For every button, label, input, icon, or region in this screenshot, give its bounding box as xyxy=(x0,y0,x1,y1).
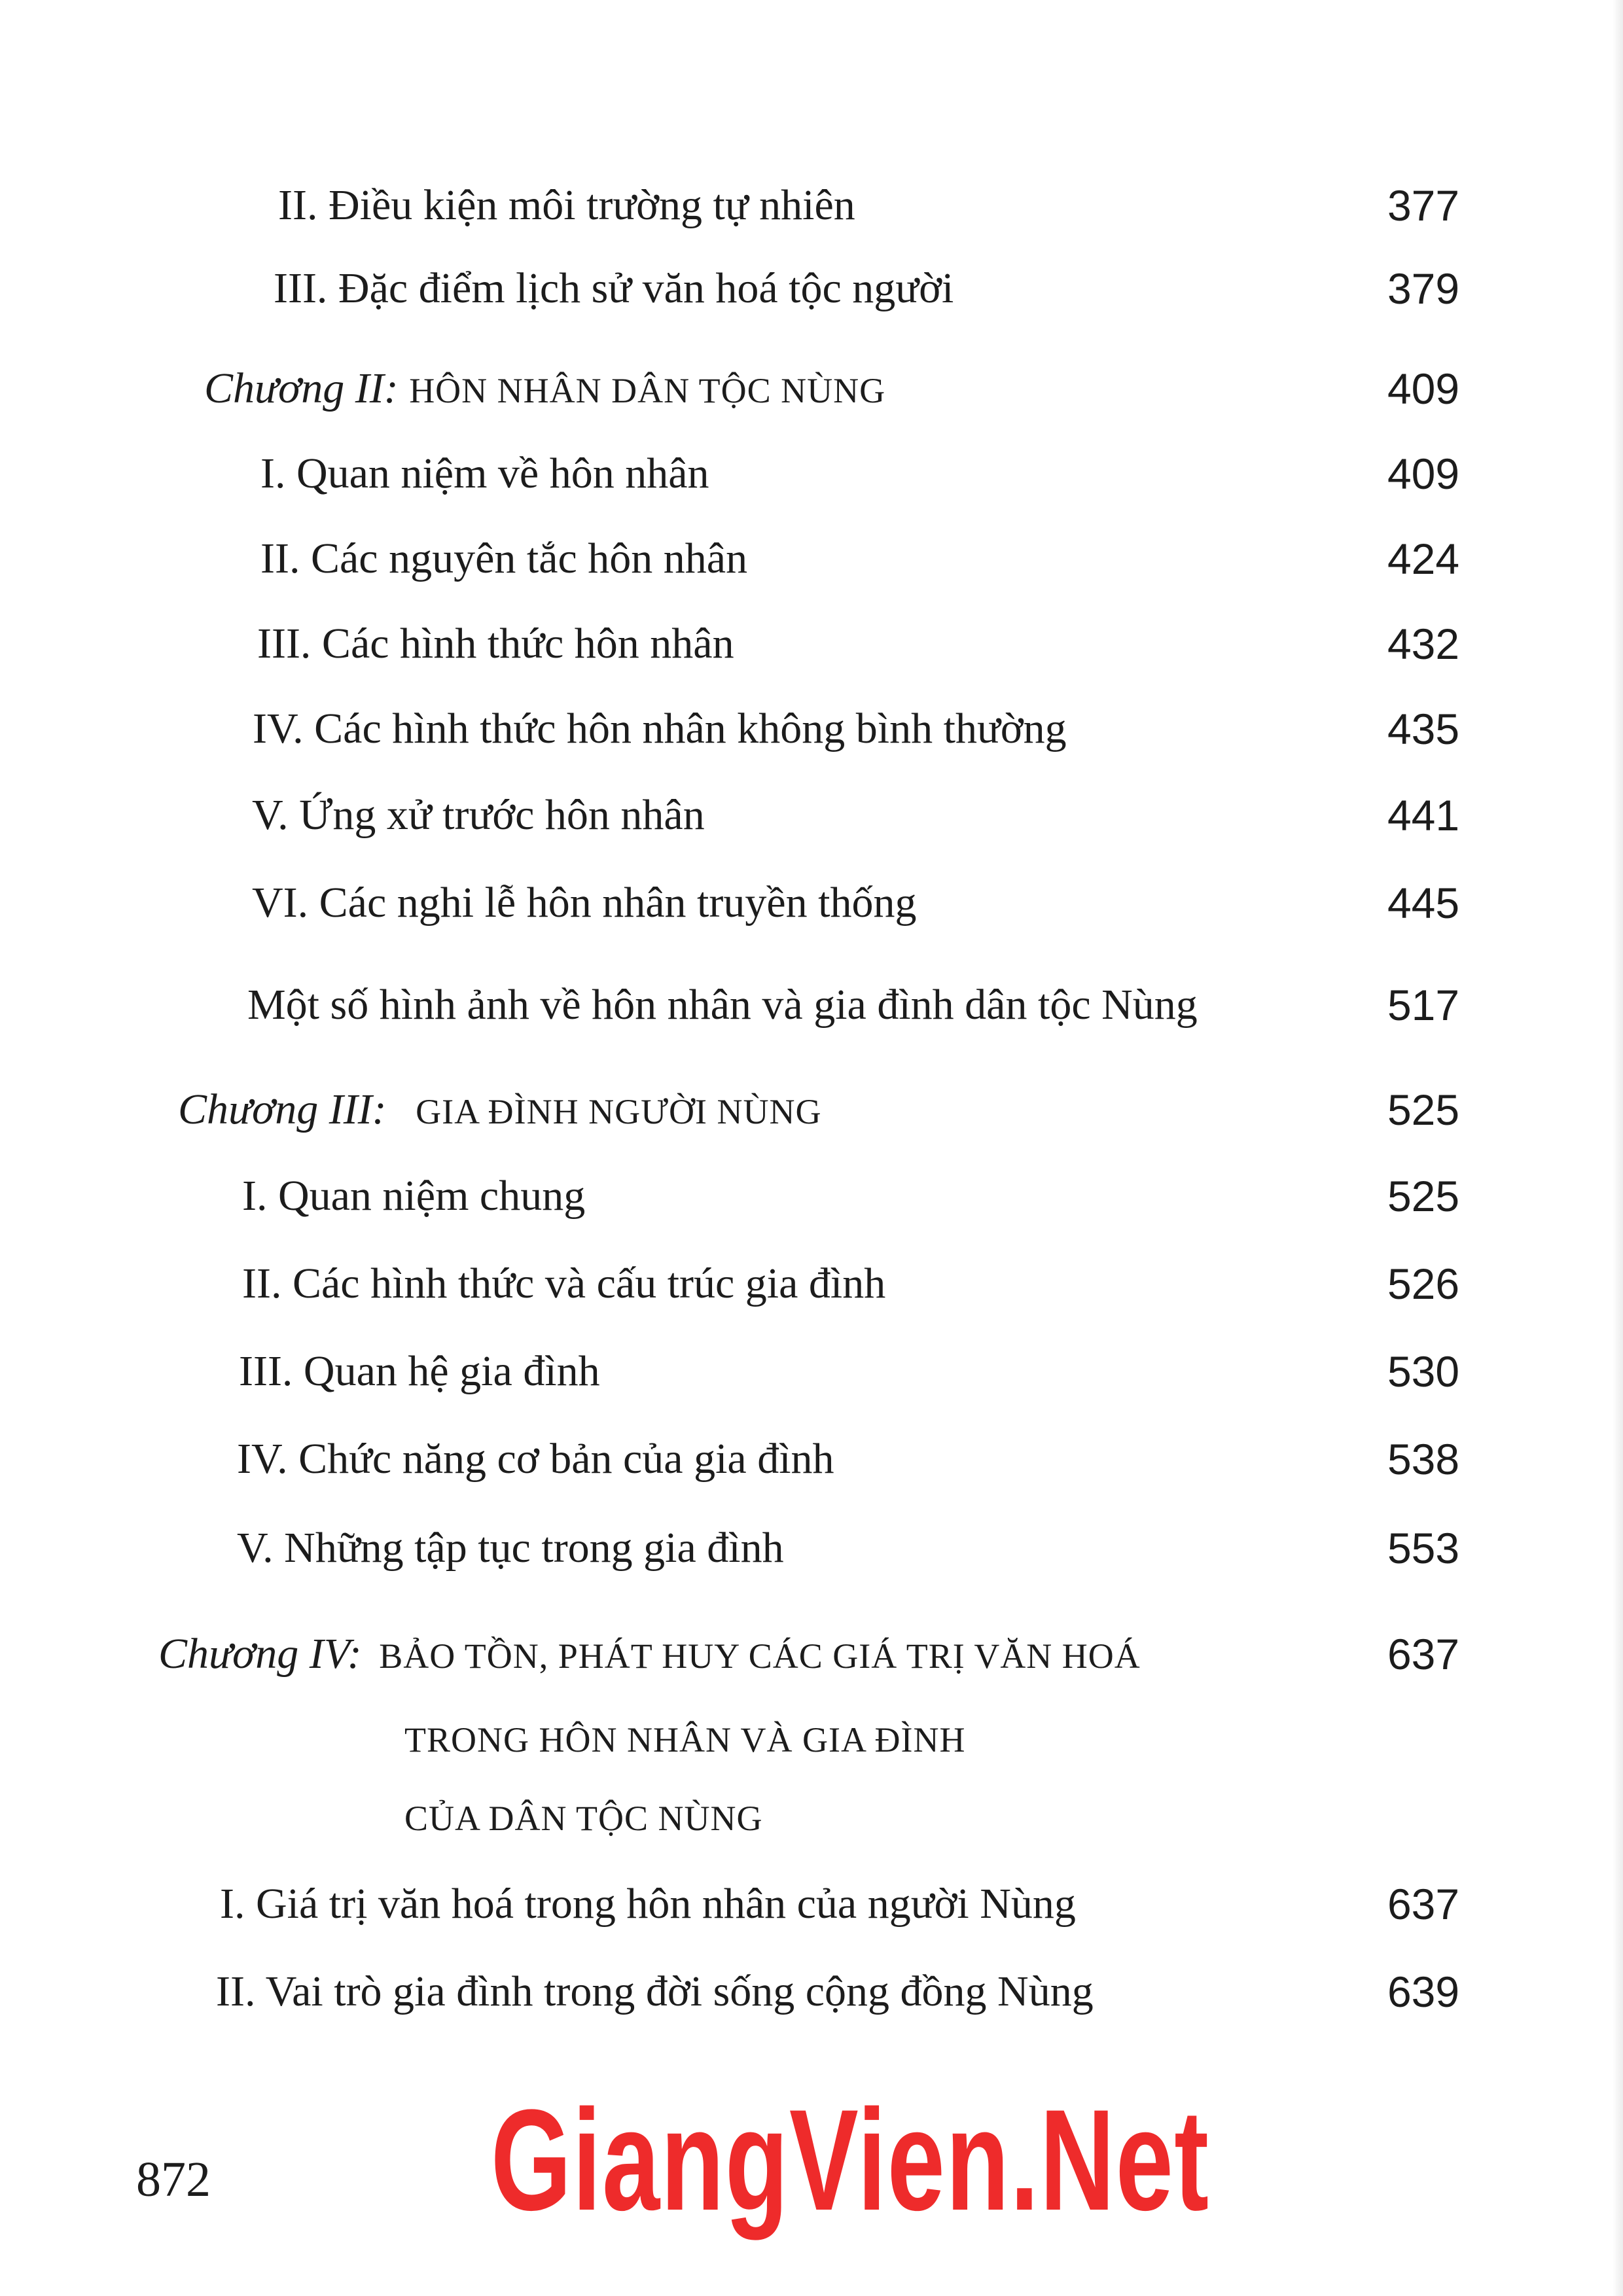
toc-entry-label: Một số hình ảnh về hôn nhân và gia đình dân tộc Nùng xyxy=(247,981,1198,1029)
chapter-prefix: Chương IV: xyxy=(158,1630,362,1678)
toc-entry-page: 409 xyxy=(1387,364,1460,413)
toc-entry-page: 424 xyxy=(1387,535,1460,583)
toc-entry-page: 525 xyxy=(1387,1086,1460,1134)
toc-entry-page: 637 xyxy=(1387,1880,1460,1928)
toc-entry-page: 409 xyxy=(1387,450,1460,498)
toc-entry-label: III. Đặc điểm lịch sử văn hoá tộc người xyxy=(274,264,954,312)
toc-chapter-heading xyxy=(0,364,1623,436)
toc-entry-label: IV. Chức năng cơ bản của gia đình xyxy=(237,1435,834,1483)
chapter-heading xyxy=(178,1085,822,1135)
chapter-title-continuation: TRONG HÔN NHÂN VÀ GIA ĐÌNH xyxy=(404,1720,966,1759)
toc-entry xyxy=(0,704,1623,776)
toc-entry xyxy=(0,619,1623,691)
toc-entry xyxy=(0,1347,1623,1419)
toc-entry-page: 445 xyxy=(1387,879,1460,927)
toc-entry-label: III. Các hình thức hôn nhân xyxy=(257,620,734,667)
toc-entry-page: 435 xyxy=(1387,705,1460,753)
toc-entry-page: 379 xyxy=(1387,264,1460,313)
toc-chapter-heading xyxy=(0,1629,1623,1701)
toc-entry-label: VI. Các nghi lễ hôn nhân truyền thống xyxy=(252,879,917,927)
toc-entry-label: V. Những tập tục trong gia đình xyxy=(237,1524,784,1572)
toc-entry xyxy=(0,790,1623,862)
toc-entry-label: II. Các hình thức và cấu trúc gia đình xyxy=(242,1260,886,1307)
toc-entry-page: 517 xyxy=(1387,981,1460,1029)
toc-entry xyxy=(0,980,1623,1052)
toc-entry xyxy=(0,1523,1623,1595)
toc-entry-label: IV. Các hình thức hôn nhân không bình thường xyxy=(253,705,1067,752)
toc-entry-page: 637 xyxy=(1387,1630,1460,1678)
chapter-title: BẢO TỒN, PHÁT HUY CÁC GIÁ TRỊ VĂN HOÁ xyxy=(379,1636,1141,1676)
toc-entry-page: 377 xyxy=(1387,181,1460,230)
toc-entry-label: V. Ứng xử trước hôn nhân xyxy=(252,791,705,839)
toc-entry-page: 525 xyxy=(1387,1172,1460,1220)
chapter-title: GIA ĐÌNH NGƯỜI NÙNG xyxy=(416,1092,822,1131)
toc-entry xyxy=(0,449,1623,521)
chapter-prefix: Chương II: xyxy=(204,364,399,412)
page-number: 872 xyxy=(136,2152,211,2207)
toc-entry-label: I. Giá trị văn hoá trong hôn nhân của người Nùng xyxy=(220,1880,1076,1928)
chapter-title: HÔN NHÂN DÂN TỘC NÙNG xyxy=(409,371,886,410)
toc-entry xyxy=(0,1879,1623,1951)
toc-entry-page: 530 xyxy=(1387,1347,1460,1396)
toc-entry xyxy=(0,1171,1623,1243)
toc-entry xyxy=(0,534,1623,606)
toc-entry-page: 553 xyxy=(1387,1524,1460,1572)
watermark-text: GiangVien.Net xyxy=(491,2079,1210,2240)
toc-entry xyxy=(0,1259,1623,1331)
chapter-prefix: Chương III: xyxy=(178,1086,387,1133)
toc-entry xyxy=(0,1967,1623,2039)
toc-entry-label: III. Quan hệ gia đình xyxy=(239,1347,600,1395)
toc-entry-label: II. Điều kiện môi trường tự nhiên xyxy=(278,181,855,229)
toc-chapter-heading xyxy=(0,1085,1623,1157)
chapter-heading xyxy=(158,1629,1141,1679)
toc-entry xyxy=(0,264,1623,336)
toc-entry xyxy=(0,1434,1623,1506)
toc-entry-label: I. Quan niệm chung xyxy=(242,1172,586,1220)
chapter-heading xyxy=(204,364,885,414)
toc-entry-page: 432 xyxy=(1387,620,1460,668)
toc-entry-label: II. Các nguyên tắc hôn nhân xyxy=(260,535,748,582)
toc-entry-page: 538 xyxy=(1387,1435,1460,1483)
toc-entry-label: II. Vai trò gia đình trong đời sống cộng đồng Nùng xyxy=(216,1968,1094,2015)
toc-entry xyxy=(0,181,1623,253)
toc-entry-page: 526 xyxy=(1387,1260,1460,1308)
toc-entry-page: 639 xyxy=(1387,1968,1460,2016)
toc-entry-page: 441 xyxy=(1387,791,1460,839)
toc-entry-label: I. Quan niệm về hôn nhân xyxy=(260,450,709,497)
toc-entry xyxy=(0,878,1623,950)
chapter-title-continuation: CỦA DÂN TỘC NÙNG xyxy=(404,1799,763,1838)
